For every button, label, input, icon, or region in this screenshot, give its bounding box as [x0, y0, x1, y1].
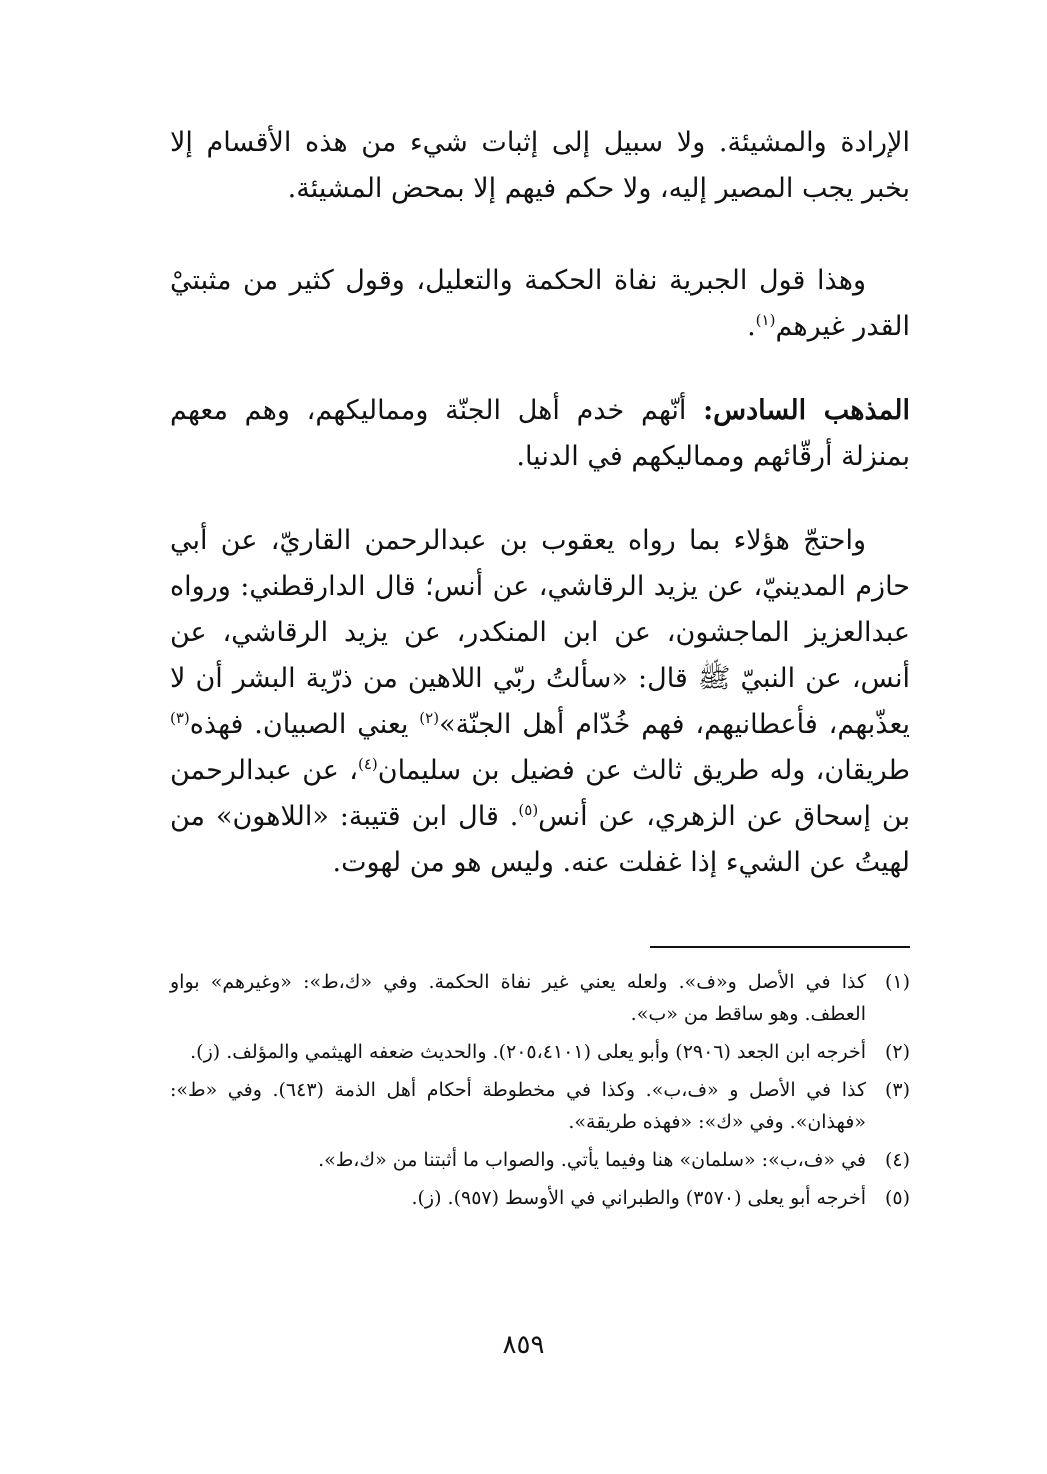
paragraph-3-text: أنّهم خدم أهل الجنّة ومماليكهم، وهم معهم بمنزلة أرقّائهم ومماليكهم في الدنيا.: [170, 395, 910, 472]
paragraph-3: [170, 388, 910, 480]
footnote-text: كذا في الأصل و «ف،ب». وكذا في مخطوطة أحكام أهل الذمة (٦٤٣). وفي «ط»: «فهذان». وفي «ك»: «فهذه طريقة».: [170, 1079, 866, 1133]
footnote-item: [170, 1182, 910, 1214]
footnote-number: (٥): [884, 1187, 910, 1209]
footnote-number: (٢): [884, 1041, 910, 1063]
footnote-item: [170, 966, 910, 1030]
footnote-item: [170, 1144, 910, 1176]
footnote-ref-4: (٤): [357, 755, 378, 773]
footnote-text: في «ف،ب»: «سلمان» هنا وفيما يأتي. والصواب ما أثبتنا من «ك،ط».: [318, 1149, 866, 1171]
paragraph-2-tail: .: [747, 311, 756, 342]
paragraph-2: [170, 258, 910, 350]
footnote-number: (١): [884, 971, 910, 993]
paragraph-4-part-5: . قال ابن قتيبة: «اللاهون» من لهيتُ عن الشيء إذا غفلت عنه. وليس هو من لهوت.: [170, 801, 910, 878]
paragraph-1: [170, 120, 910, 212]
footnote-item: [170, 1074, 910, 1138]
paragraph-4-part-2: يعني الصبيان. فهذه: [189, 709, 420, 740]
footnote-number: (٤): [884, 1149, 910, 1171]
page-number: ٨٥٩: [502, 1330, 545, 1360]
footnote-text: أخرجه ابن الجعد (٢٩٠٦) وأبو يعلى (٢٠٥،٤١٠١). والحديث ضعفه الهيثمي والمؤلف. (ز).: [190, 1041, 866, 1063]
footnotes-section: [170, 966, 910, 1220]
paragraph-4: [170, 518, 910, 886]
footnote-ref-3: (٣): [170, 709, 190, 727]
footnote-divider: [650, 946, 910, 948]
paragraph-4-part-4: ، عن عبدالرحمن بن إسحاق عن الزهري، عن أنس: [170, 755, 910, 832]
footnote-ref-2: (٢): [419, 709, 440, 727]
footnote-text: أخرجه أبو يعلى (٣٥٧٠) والطبراني في الأوسط (٩٥٧). (ز).: [411, 1187, 866, 1209]
paragraph-1-text: الإرادة والمشيئة. ولا سبيل إلى إثبات شيء من هذه الأقسام إلا بخبر يجب المصير إليه، ولا حكم فيهم إلا بمحض المشيئة.: [170, 127, 910, 204]
footnote-item: [170, 1036, 910, 1068]
footnote-ref-5: (٥): [518, 801, 539, 819]
paragraph-4-part-1: واحتجّ هؤلاء بما رواه يعقوب بن عبدالرحمن القاريّ، عن أبي حازم المدينيّ، عن يزيد الرقاشي، عن أنس؛ قال الدارقطني: ورواه عبدالعزيز الماجشون، عن ابن المنكدر، عن يزيد الرقاشي، عن أنس، عن النبيّ ﷺ قال: «سألتُ ربّي اللاهين من ذرّية البشر أن لا يعذّبهم، فأعطانيهم، فهم خُدّام أهل الجنّة»: [170, 525, 910, 740]
section-heading: المذهب السادس:: [703, 395, 910, 426]
footnote-ref-1: (١): [755, 311, 776, 329]
paragraph-4-part-3: طريقان، وله طريق ثالث عن فضيل بن سليمان: [377, 755, 911, 786]
footnote-number: (٣): [884, 1079, 910, 1101]
footnote-text: كذا في الأصل و«ف». ولعله يعني غير نفاة الحكمة. وفي «ك،ط»: «وغيرهم» بواو العطف. وهو ساقط من «ب».: [170, 971, 866, 1025]
paragraph-2-text: وهذا قول الجبرية نفاة الحكمة والتعليل، وقول كثير من مثبتيْ القدر غيرهم: [170, 265, 910, 342]
